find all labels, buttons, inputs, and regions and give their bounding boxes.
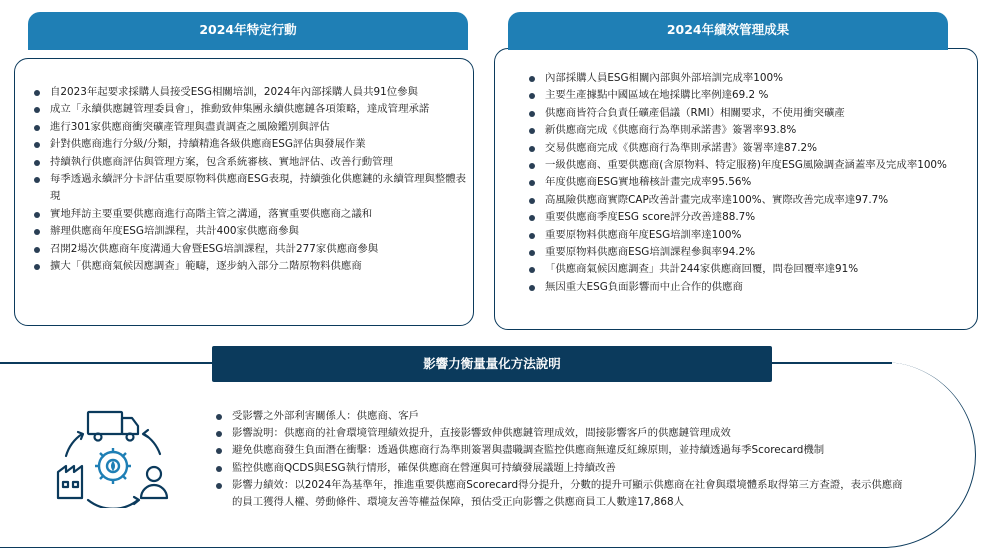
list-item: 擴大「供應商氣候因應調查」範疇，逐步納入部分二階原物料供應商 [30,258,470,275]
list-item: 針對供應商進行分級/分類，持續精進各級供應商ESG評估與發展作業 [30,136,470,153]
supply-chain-icon [48,408,178,508]
list-item: 新供應商完成《供應商行為準則承諾書》簽署率93.8% [525,122,975,139]
list-item: 辦理供應商年度ESG培訓課程，共計400家供應商參與 [30,223,470,240]
list-item: 「供應商氣候因應調查」共計244家供應商回覆，問卷回覆率達91% [525,261,975,278]
list-item: 受影響之外部利害關係人：供應商、客戶 [212,408,912,425]
list-item: 進行301家供應商衝突礦產管理與盡責調查之風險鑑別與評估 [30,119,470,136]
list-item: 一級供應商、重要供應商(含原物料、特定服務)年度ESG風險調查涵蓋率及完成率100% [525,157,975,174]
list-item: 持續執行供應商評估與管理方案，包含系統審核、實地評估、改善行動管理 [30,154,470,171]
list-item: 內部採購人員ESG相關內部與外部培訓完成率100% [525,70,975,87]
list-item: 重要供應商季度ESG score評分改善達88.7% [525,209,975,226]
list-item: 主要生產據點中國區域在地採購比率例達69.2 % [525,87,975,104]
list-item: 重要原物料供應商年度ESG培訓率達100% [525,227,975,244]
list-item: 供應商皆符合負責任礦產倡議（RMI）相關要求，不使用衝突礦產 [525,105,975,122]
list-item: 重要原物料供應商ESG培訓課程參與率94.2% [525,244,975,261]
list-item: 交易供應商完成《供應商行為準則承諾書》簽署率達87.2% [525,140,975,157]
list-item: 影響說明：供應商的社會環境管理績效提升，直接影響致伸供應鏈管理成效，間接影響客戶的供應鏈管理成效 [212,425,912,442]
list-item: 每季透過永續評分卡評估重要原物料供應商ESG表現，持續強化供應鏈的永續管理與整體表現 [30,171,470,206]
list-item: 召開2場次供應商年度溝通大會暨ESG培訓課程，共計277家供應商參與 [30,241,470,258]
list-item: 避免供應商發生負面潛在衝擊：透過供應商行為準則簽署與盡職調查監控供應商無違反紅線原則，並持續透過每季Scorecard機制 [212,442,912,459]
list-item: 影響力績效：以2024年為基準年，推進重要供應商Scorecard得分提升，分數的提升可顯示供應商在社會與環境體系取得第三方查證，表示供應商的員工獲得人權、勞動條件、環境友善等權益保障，預估受正向影響之供應商員工人數達17,868人 [212,477,912,511]
divider [0,362,212,364]
specific-actions-list [30,84,470,275]
list-item: 高風險供應商實際CAP改善計畫完成率達100%、實際改善完成率達97.7% [525,192,975,209]
performance-results-list [525,70,975,296]
list-item: 監控供應商QCDS與ESG執行情形，確保供應商在營運與可持續發展議題上持續改善 [212,460,912,477]
impact-method-list [212,408,912,511]
divider [772,362,892,364]
impact-method-title: 影響力衡量量化方法說明 [212,346,772,382]
list-item: 自2023年起要求採購人員接受ESG相關培訓，2024年內部採購人員共91位參與 [30,84,470,101]
performance-results-title: 2024年績效管理成果 [508,12,948,50]
list-item: 無因重大ESG負面影響而中止合作的供應商 [525,279,975,296]
list-item: 年度供應商ESG實地稽核計畫完成率95.56% [525,174,975,191]
list-item: 成立「永續供應鏈管理委員會」，推動致伸集團永續供應鏈各項策略，達成管理承諾 [30,101,470,118]
list-item: 實地拜訪主要重要供應商進行高階主管之溝通，落實重要供應商之議和 [30,206,470,223]
specific-actions-title: 2024年特定行動 [28,12,468,50]
